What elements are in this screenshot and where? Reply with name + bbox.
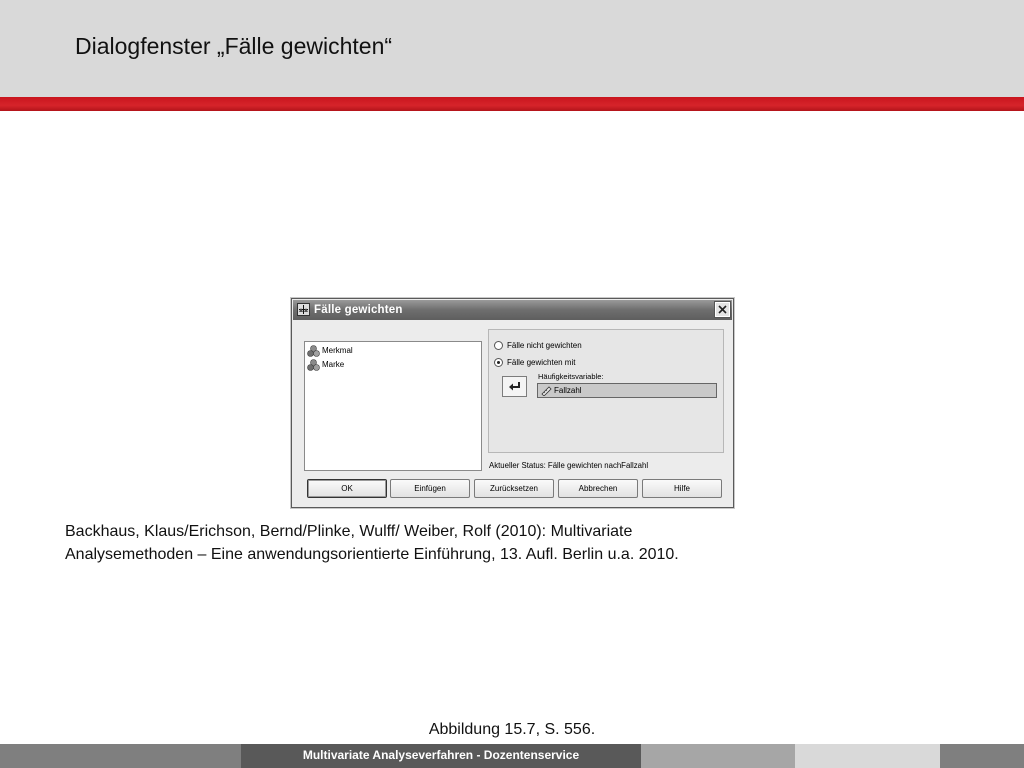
current-status: Aktueller Status: Fälle gewichten nachFallzahl (489, 461, 649, 470)
citation-line: Analysemethoden – Eine anwendungsorientierte Einführung, 13. Aufl. Berlin u.a. 2010. (65, 546, 679, 563)
ok-button[interactable]: OK (307, 479, 387, 498)
variable-label: Merkmal (322, 346, 353, 355)
variable-label: Marke (322, 360, 345, 369)
help-button[interactable]: Hilfe (642, 479, 722, 498)
footer-segment (940, 744, 1024, 768)
scale-variable-icon (541, 385, 552, 396)
radio-button[interactable] (494, 358, 503, 367)
radio-label: Fälle gewichten mit (507, 358, 576, 367)
footer-text: Multivariate Analyseverfahren - Dozentenservice (302, 748, 580, 762)
footer-bar (0, 744, 1024, 768)
footer-segment (641, 744, 795, 768)
variable-list[interactable] (304, 341, 482, 471)
figure-caption: Abbildung 15.7, S. 556. (428, 721, 596, 738)
radio-label: Fälle nicht gewichten (507, 341, 582, 350)
footer-segment (795, 744, 940, 768)
frequency-variable-field[interactable] (537, 383, 717, 398)
accent-bar (0, 97, 1024, 111)
reset-button[interactable]: Zurücksetzen (474, 479, 554, 498)
move-variable-button[interactable] (502, 376, 527, 397)
citation (65, 520, 965, 566)
slide-title: Dialogfenster „Fälle gewichten“ (75, 33, 393, 59)
frequency-variable-value: Fallzahl (554, 386, 582, 395)
citation-line: Backhaus, Klaus/Erichson, Bernd/Plinke, Wulff/ Weiber, Rolf (2010): Multivariate (65, 523, 633, 540)
footer-segment (0, 744, 241, 768)
close-icon[interactable] (715, 302, 730, 317)
weight-cases-dialog (291, 298, 734, 508)
weight-cases-icon (297, 303, 310, 316)
paste-button[interactable]: Einfügen (390, 479, 470, 498)
frequency-variable-label: Häufigkeitsvariable: (538, 372, 604, 381)
weighting-options-group (488, 329, 724, 453)
nominal-variable-icon (307, 359, 320, 371)
radio-button[interactable] (494, 341, 503, 350)
cancel-button[interactable]: Abbrechen (558, 479, 638, 498)
dialog-title: Fälle gewichten (314, 304, 403, 316)
nominal-variable-icon (307, 345, 320, 357)
dialog-titlebar[interactable] (293, 300, 732, 320)
